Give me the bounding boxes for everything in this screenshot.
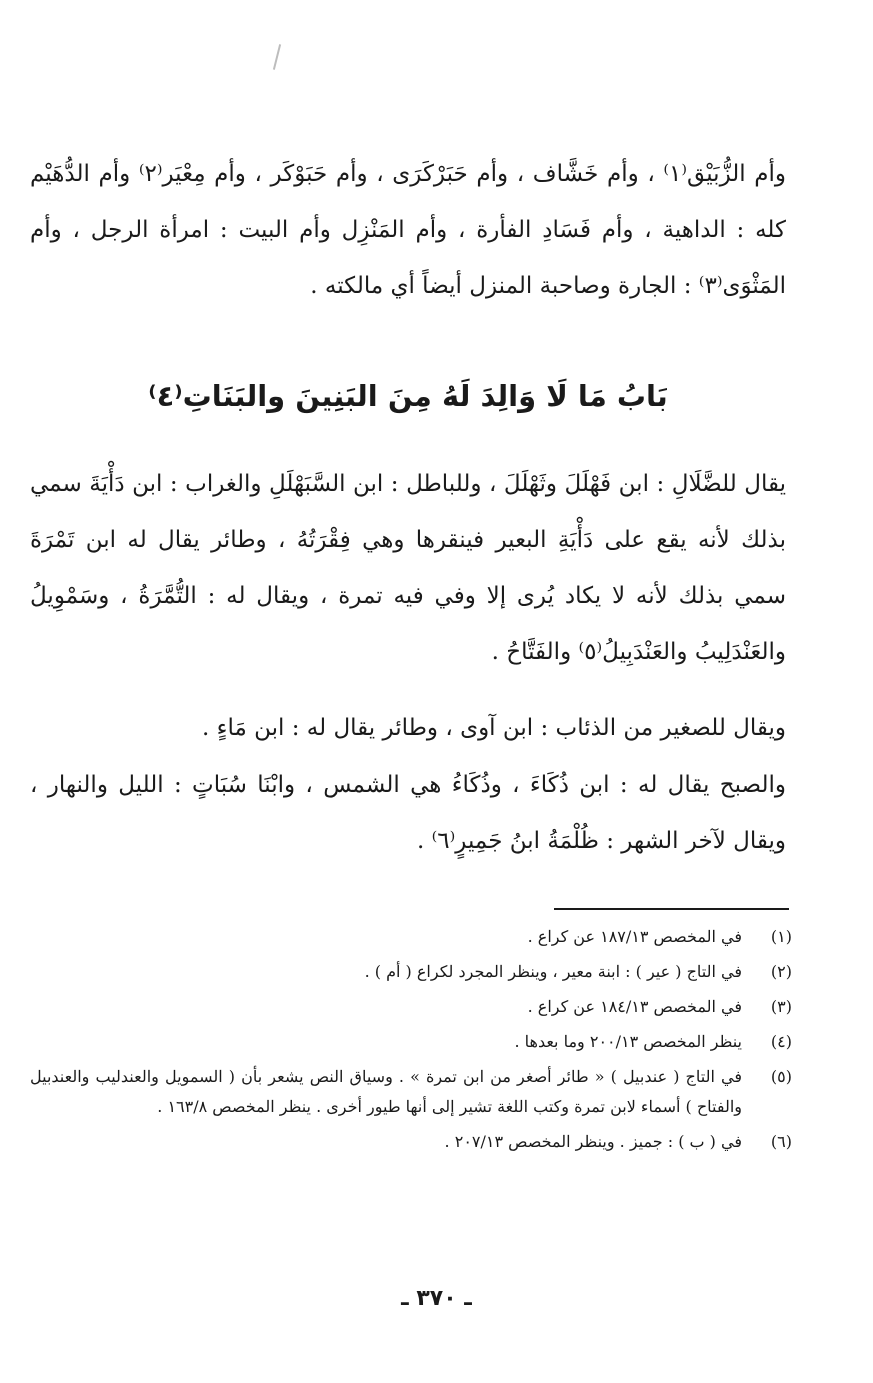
footnote-text: في المخصص ١٨٤/١٣ عن كراع . xyxy=(527,997,742,1016)
footnote-number: (٢) xyxy=(770,962,792,981)
paragraph-kinship-names: وأم الزُّبَيْق⁽١⁾ ، وأم خَشَّاف ، وأم حَبَرْكَرَى ، وأم حَبَوْكَر ، وأم مِعْيَر⁽٢⁾ وأم الدُّهَيْم كله : الداهية ، وأم فَسَادِ الفأرة ، وأم المَنْزِل وأم البيت : امرأة الرجل ، وأم المَثْوَى⁽٣⁾ : الجارة وصاحبة المنزل أيضاً أي مالكته . xyxy=(30,161,787,299)
paragraph-wolves: ويقال للصغير من الذئاب : ابن آوى ، وطائر يقال له : ابن مَاءٍ . xyxy=(202,715,786,741)
footnote-text: ينظر المخصص ٢٠٠/١٣ وما بعدها . xyxy=(514,1032,742,1051)
footnote-1 xyxy=(30,922,792,952)
footnote-text: في ( ب ) : جميز . وينظر المخصص ٢٠٧/١٣ . xyxy=(444,1132,742,1151)
footnote-separator xyxy=(554,908,789,910)
footnote-number: (٥) xyxy=(770,1067,792,1086)
footnote-2 xyxy=(30,957,792,987)
pencil-mark xyxy=(273,44,281,70)
footnote-number: (٤) xyxy=(770,1032,792,1051)
paragraph-ibn-names: يقال للضَّلَالِ : ابن فَهْلَلَ وثَهْلَلَ ، وللباطل : ابن السَّبَهْلَلِ والغراب : ابن دَأْيَةَ سمي بذلك لأنه يقع على دَأْيَةِ البعير فينقرها وهي فِقْرَتُهُ ، وطائر يقال له ابن تَمْرَةَ سمي بذلك لأنه لا يكاد يُرى إلا وفي فيه تمرة ، ويقال له : التُّمَّرَةُ ، وسَمْوِيلُ والعَنْدَلِيبُ والعَنْدَبِيلُ⁽٥⁾ والفَتَّاحُ . xyxy=(30,471,786,665)
footnote-6 xyxy=(30,1127,792,1157)
footnote-number: (١) xyxy=(770,927,792,946)
footnote-text: في المخصص ١٨٧/١٣ عن كراع . xyxy=(527,927,742,946)
footnotes xyxy=(30,922,792,1162)
footnote-text: في التاج ( عير ) : ابنة معير ، وينظر المجرد لكراع ( أم ) . xyxy=(364,962,742,981)
footnote-number: (٣) xyxy=(770,997,792,1016)
footnote-number: (٦) xyxy=(770,1132,792,1151)
paragraph-morning: والصبح يقال له : ابن ذُكَاءَ ، وذُكَاءُ هي الشمس ، وابْنَا سُبَاتٍ : الليل والنهار ، ويقال لآخر الشهر : ظُلْمَةُ ابنُ جَمِيرٍ⁽٦⁾ . xyxy=(30,772,786,854)
footnote-4 xyxy=(30,1027,792,1057)
footnote-3 xyxy=(30,992,792,1022)
footnote-5 xyxy=(30,1062,792,1122)
chapter-heading: بَابُ مَا لَا وَالِدَ لَهُ مِنَ البَنِينَ والبَنَاتِ⁽٤⁾ xyxy=(148,379,668,413)
footnote-text: في التاج ( عندبيل ) « طائر أصغر من ابن تمرة » . وسياق النص يشعر بأن ( السمويل والعندليب والعندبيل والفتاح ) أسماء لابن تمرة وكتب اللغة تشير إلى أنها طيور أخرى . ينظر المخصص ١٦٣/٨ . xyxy=(30,1067,742,1116)
page-number: ـ ٣٧٠ ـ xyxy=(401,1286,472,1311)
